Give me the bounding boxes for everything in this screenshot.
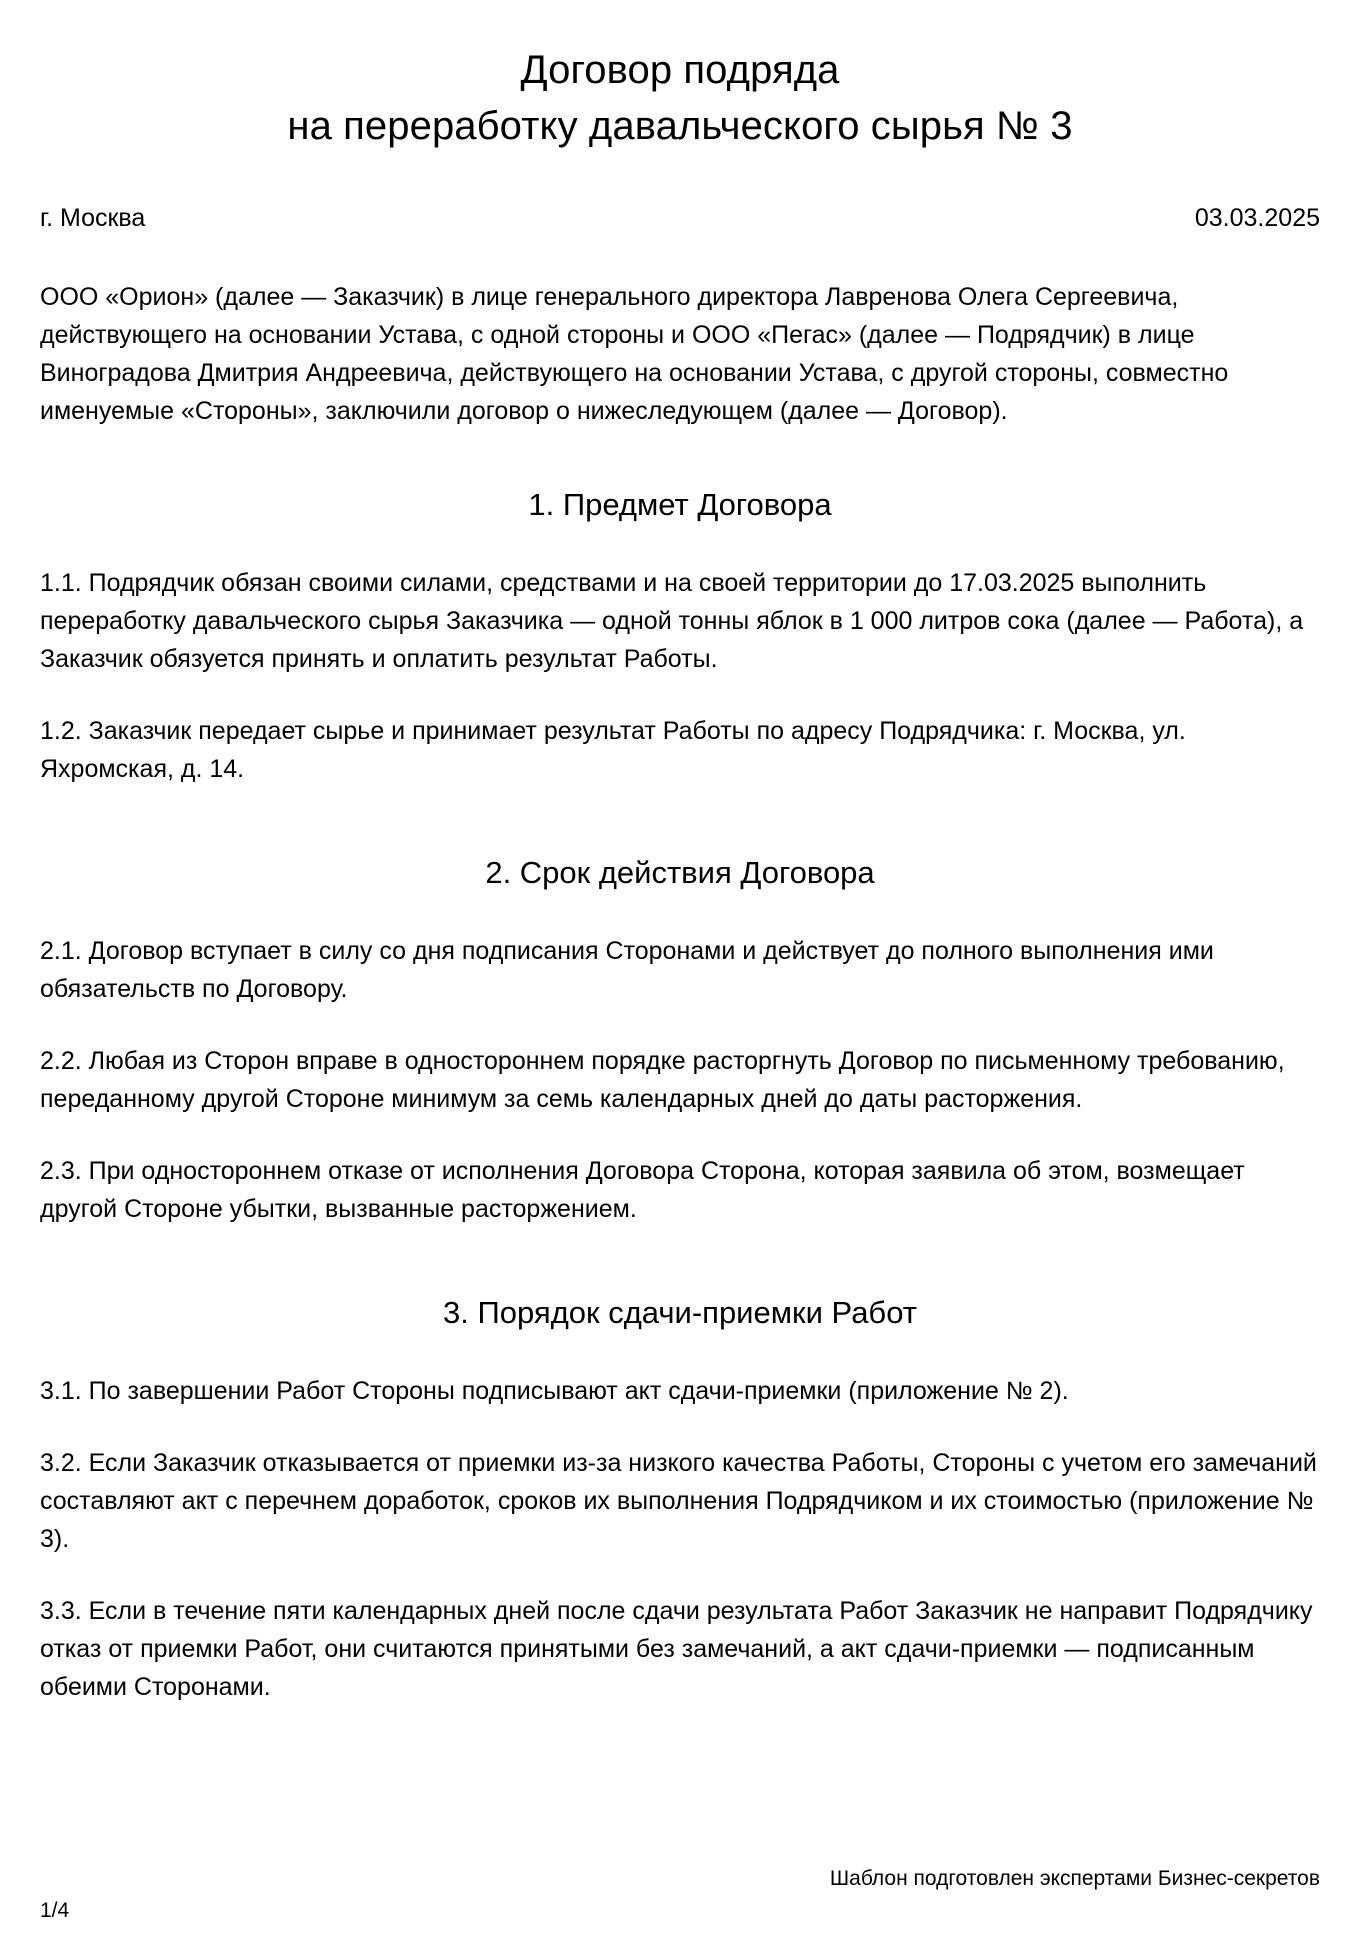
section-heading-3: 3. Порядок сдачи-приемки Работ (443, 1295, 917, 1330)
page-number: 1/4 (40, 1899, 70, 1922)
page-title (40, 0, 1320, 154)
clause-1-2: 1.2. Заказчик передает сырье и принимает результат Работы по адресу Подрядчика: г. Москва, ул. Яхромская, д. 14. (40, 717, 1186, 783)
clause-2-3: 2.3. При одностороннем отказе от исполнения Договора Сторона, которая заявила об этом, возмещает другой Стороне убытки, вызванные расторжением. (40, 1157, 1245, 1223)
clause-2-2: 2.2. Любая из Сторон вправе в одностороннем порядке расторгнуть Договор по письменному требованию, переданному другой Стороне минимум за семь календарных дней до даты расторжения. (40, 1047, 1285, 1113)
clause-3-2: 3.2. Если Заказчик отказывается от приемки из-за низкого качества Работы, Стороны с учетом его замечаний составляют акт с перечнем доработок, сроков их выполнения Подрядчиком и их стоимостью (приложение № 3). (40, 1449, 1317, 1553)
section-heading-2: 2. Срок действия Договора (485, 855, 875, 890)
clause-3-3: 3.3. Если в течение пяти календарных дней после сдачи результата Работ Заказчик не направит Подрядчику отказ от приемки Работ, они считаются принятыми без замечаний, а акт сдачи-приемки — подписанным обеими Сторонами. (40, 1597, 1313, 1701)
document-content (40, 0, 1320, 1706)
clause-2-1: 2.1. Договор вступает в силу со дня подписания Сторонами и действует до полного выполнения ими обязательств по Договору. (40, 937, 1214, 1003)
page-title-line-1: Договор подряда (520, 48, 840, 92)
clause-1-1: 1.1. Подрядчик обязан своими силами, средствами и на своей территории до 17.03.2025 выполнить переработку давальческого сырья Заказчика — одной тонны яблок в 1 000 литров сока (далее — Работа), а Заказчик обязуется принять и оплатить результат Работы. (40, 569, 1304, 673)
page-title-line-2: на переработку давальческого сырья № 3 (287, 104, 1073, 148)
document-meta (40, 202, 1320, 234)
section-heading-1: 1. Предмет Договора (528, 487, 832, 522)
clause-3-1: 3.1. По завершении Работ Стороны подписывают акт сдачи-приемки (приложение № 2). (40, 1377, 1069, 1405)
preamble-paragraph: ООО «Орион» (далее — Заказчик) в лице генерального директора Лавренова Олега Сергеевича, действующего на основании Устава, с одной стороны и ООО «Пегас» (далее — Подрядчик) в лице Виноградова Дмитрия Андреевича, действующего на основании Устава, с другой стороны, совместно именуемые «Стороны», заключили договор о нижеследующем (далее — Договор). (40, 283, 1229, 425)
document-date: 03.03.2025 (1194, 204, 1320, 232)
document-city: г. Москва (40, 204, 146, 232)
footer-attribution: Шаблон подготовлен экспертами Бизнес-секретов (829, 1867, 1320, 1890)
